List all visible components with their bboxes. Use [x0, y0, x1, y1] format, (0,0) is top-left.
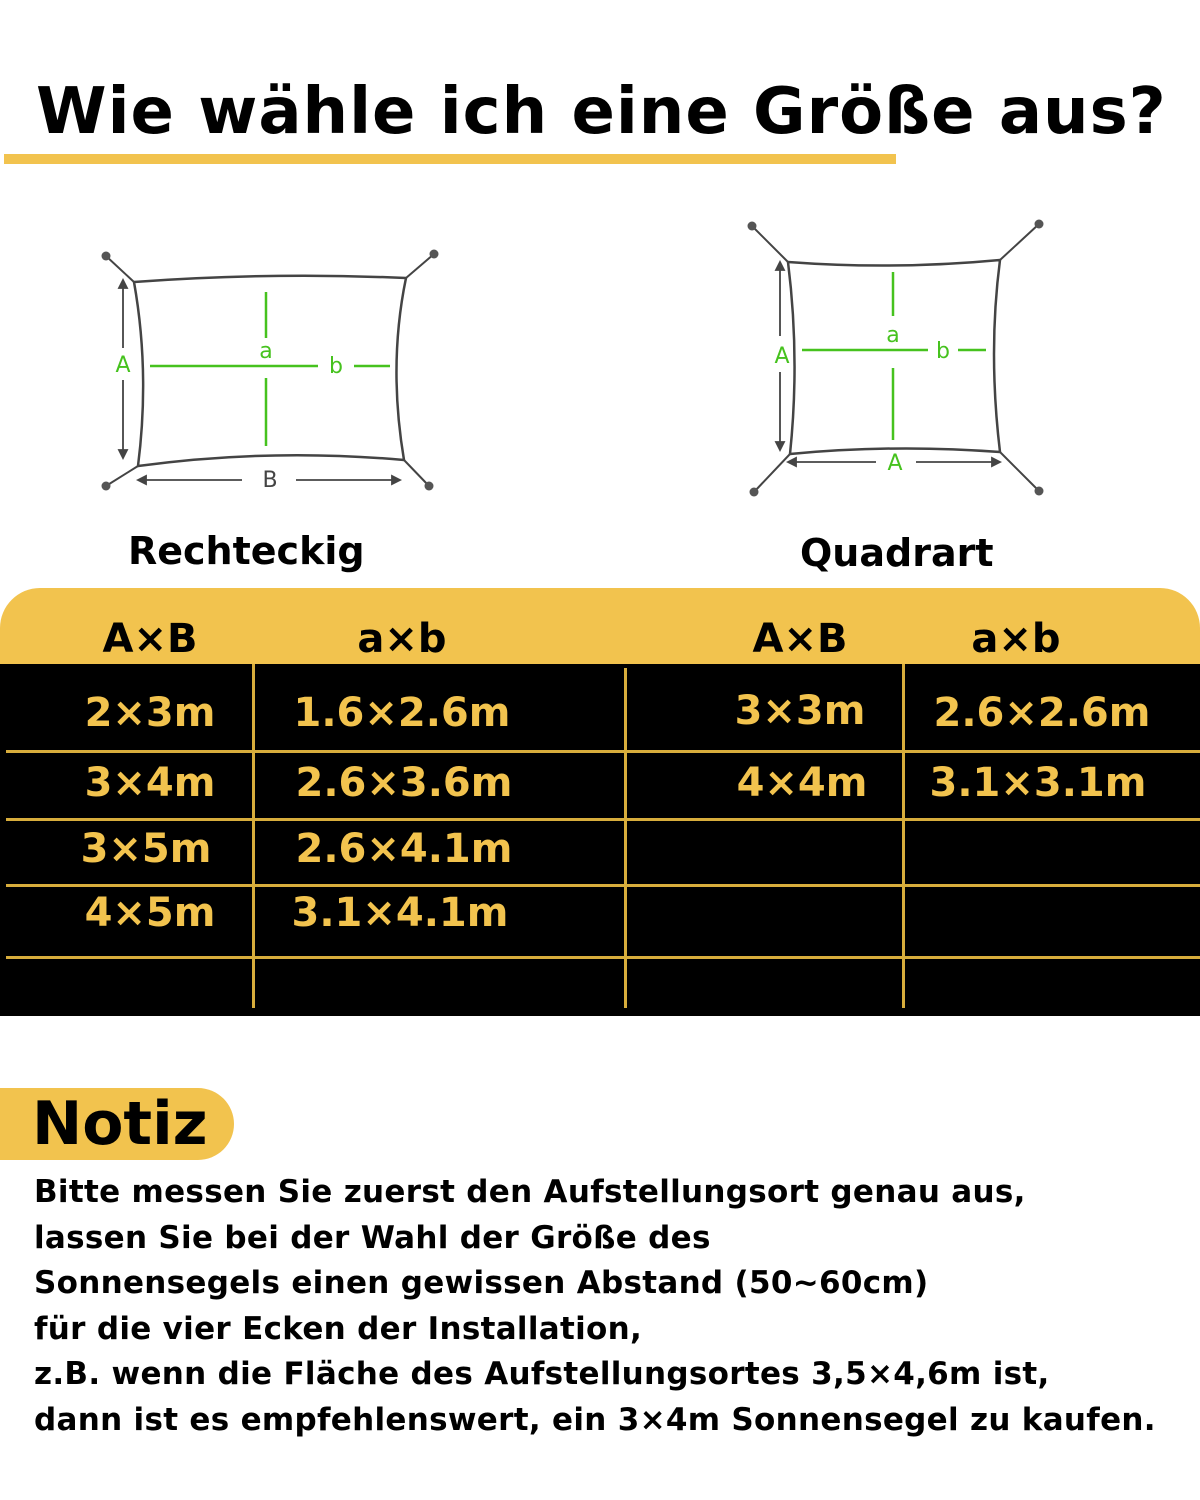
page-title: Wie wähle ich eine Größe aus? — [36, 75, 1167, 149]
square-row-2-outer: 4×4m — [736, 760, 868, 806]
inner-measure-lines — [802, 272, 986, 440]
square-label: Quadrart — [800, 531, 994, 575]
note-line-5: z.B. wenn die Fläche des Aufstellungsortes 3,5×4,6m ist, — [34, 1356, 1050, 1392]
label-b: b — [329, 354, 343, 379]
rect-row-4-inner: 3.1×4.1m — [291, 890, 509, 936]
rectangle-shade-sail-diagram — [90, 240, 450, 510]
label-A-bottom: A — [887, 451, 903, 476]
header-square-outer: A×B — [752, 616, 848, 662]
note-line-3: Sonnensegels einen gewissen Abstand (50~60cm) — [34, 1265, 929, 1301]
rect-row-1-outer: 2×3m — [84, 690, 216, 736]
note-line-4: für die vier Ecken der Installation, — [34, 1310, 643, 1347]
label-a: a — [259, 339, 273, 364]
size-table — [0, 588, 1200, 1016]
title-underline — [4, 154, 896, 164]
table-header — [0, 588, 1200, 664]
row-divider — [6, 818, 1200, 821]
rectangle-label: Rechteckig — [128, 529, 365, 573]
header-rect-outer: A×B — [102, 616, 198, 662]
label-B: B — [262, 468, 278, 493]
note-line-1: Bitte messen Sie zuerst den Aufstellungsort genau aus, — [34, 1174, 1026, 1210]
note-title: Notiz — [32, 1089, 208, 1159]
label-A: A — [115, 353, 131, 378]
corner-ropes — [106, 254, 434, 486]
rect-row-2-outer: 3×4m — [84, 760, 216, 806]
label-A-side: A — [774, 344, 790, 369]
square-row-1-inner: 2.6×2.6m — [933, 690, 1151, 736]
rect-row-3-inner: 2.6×4.1m — [295, 826, 513, 872]
note-line-2: lassen Sie bei der Wahl der Größe des — [34, 1219, 711, 1256]
label-b: b — [936, 339, 950, 364]
inner-measure-lines — [150, 292, 390, 446]
row-divider — [6, 956, 1200, 959]
row-divider — [6, 750, 1200, 753]
square-shade-sail-diagram — [740, 212, 1060, 512]
label-a: a — [886, 323, 900, 348]
square-row-2-inner: 3.1×3.1m — [929, 760, 1147, 806]
header-rect-inner: a×b — [357, 616, 447, 662]
table-body — [0, 664, 1200, 1016]
rect-row-3-outer: 3×5m — [80, 826, 212, 872]
rect-row-1-inner: 1.6×2.6m — [293, 690, 511, 736]
rect-row-4-outer: 4×5m — [84, 890, 216, 936]
header-square-inner: a×b — [971, 616, 1061, 662]
rect-row-2-inner: 2.6×3.6m — [295, 760, 513, 806]
note-text — [34, 1170, 1194, 1443]
sail-outline — [134, 276, 406, 466]
row-divider — [6, 884, 1200, 887]
square-row-1-outer: 3×3m — [734, 688, 866, 734]
note-line-6: dann ist es empfehlenswert, ein 3×4m Sonnensegel zu kaufen. — [34, 1401, 1156, 1438]
